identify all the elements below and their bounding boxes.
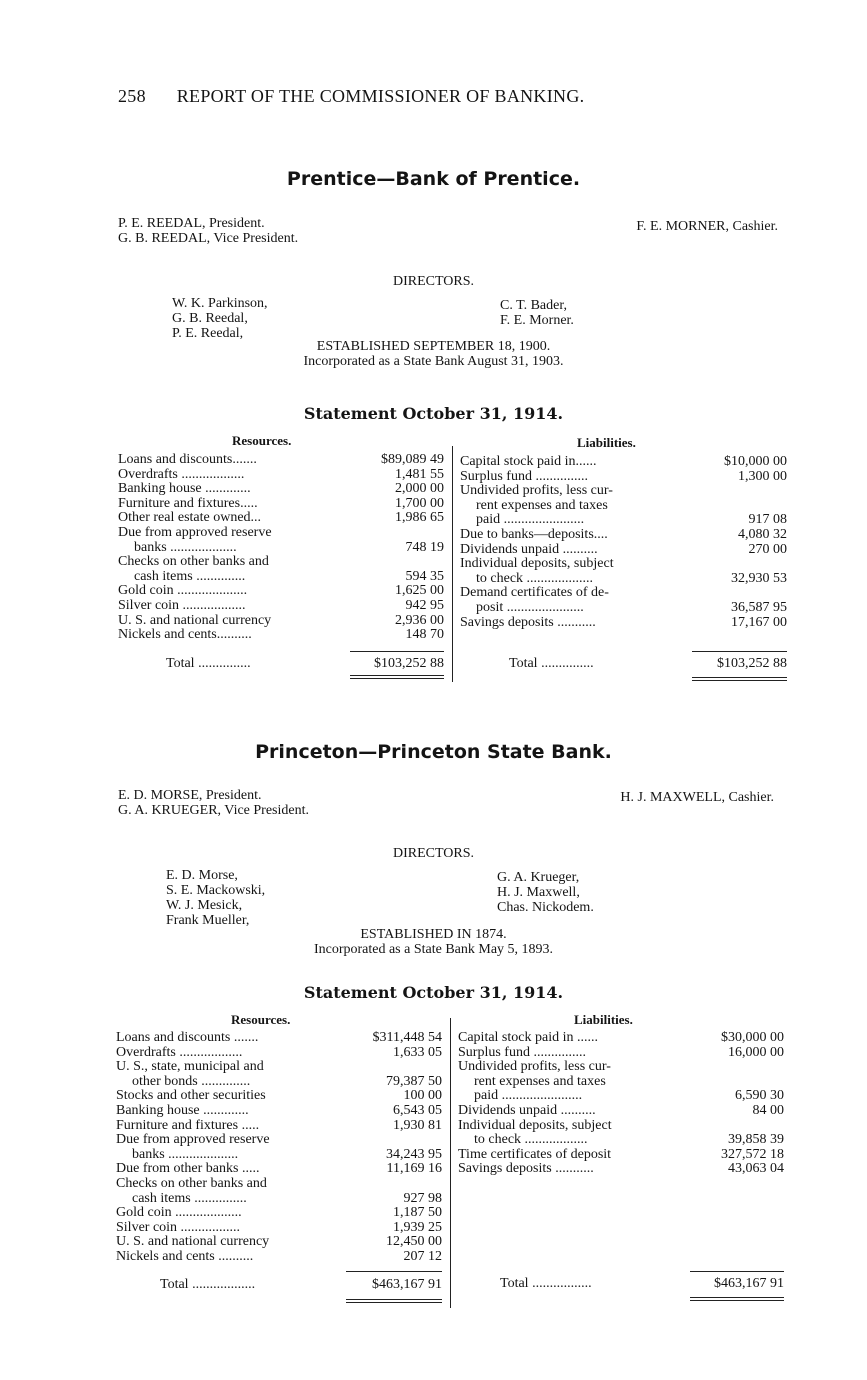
table-row bbox=[116, 1089, 442, 1104]
director: P. E. Reedal, bbox=[172, 326, 244, 341]
row-label: Due to banks—deposits.... bbox=[460, 526, 608, 542]
officers-left bbox=[118, 788, 309, 818]
table-row bbox=[116, 1192, 442, 1207]
table-row bbox=[118, 628, 444, 643]
table-row bbox=[458, 1031, 784, 1046]
table-row bbox=[460, 499, 787, 514]
row-amount: 1,939 25 bbox=[393, 1219, 442, 1235]
row-amount: 1,633 05 bbox=[393, 1044, 442, 1060]
row-label: paid ....................... bbox=[476, 512, 585, 528]
director: H. J. Maxwell, bbox=[497, 885, 580, 900]
row-amount: $311,448 54 bbox=[372, 1030, 442, 1045]
row-label: Due from other banks ..... bbox=[116, 1161, 260, 1177]
rule bbox=[350, 651, 444, 652]
row-label: cash items .............. bbox=[134, 568, 246, 584]
row-label: Silver coin .................. bbox=[118, 597, 246, 613]
table-row bbox=[116, 1119, 442, 1134]
row-amount: 34,243 95 bbox=[386, 1146, 442, 1162]
page-header bbox=[118, 86, 584, 107]
row-label: Time certificates of deposit bbox=[458, 1146, 612, 1162]
table-row bbox=[116, 1177, 442, 1192]
director: Frank Mueller, bbox=[166, 913, 250, 928]
rule bbox=[346, 1271, 442, 1272]
row-label: U. S., state, municipal and bbox=[116, 1059, 264, 1075]
table-row bbox=[458, 1046, 784, 1061]
rule bbox=[350, 678, 444, 679]
row-amount: 1,187 50 bbox=[393, 1205, 442, 1221]
resources-heading: Resources. bbox=[231, 1012, 291, 1027]
vice-president: G. A. KRUEGER, Vice President. bbox=[118, 803, 309, 818]
director: G. A. Krueger, bbox=[497, 870, 580, 885]
table-row bbox=[118, 614, 444, 629]
row-amount: 1,481 55 bbox=[395, 466, 444, 482]
cashier: F. E. MORNER, Cashier. bbox=[636, 219, 778, 234]
resources-total-row bbox=[166, 656, 444, 672]
rule bbox=[690, 1297, 784, 1298]
row-label: Individual deposits, subject bbox=[458, 1117, 612, 1133]
total-label: Total ................. bbox=[500, 1276, 592, 1291]
row-amount: 4,080 32 bbox=[738, 526, 787, 542]
row-label: Capital stock paid in...... bbox=[460, 454, 597, 469]
table-row bbox=[458, 1075, 784, 1090]
table-row bbox=[118, 555, 444, 570]
row-amount: 2,936 00 bbox=[395, 612, 444, 628]
row-label: Overdrafts .................. bbox=[116, 1044, 243, 1060]
rule bbox=[692, 677, 787, 678]
table-row bbox=[118, 599, 444, 614]
row-label: Other real estate owned... bbox=[118, 510, 262, 526]
table-row bbox=[460, 557, 787, 572]
row-label: Individual deposits, subject bbox=[460, 556, 614, 572]
table-row bbox=[458, 1133, 784, 1148]
bank-title: Princeton—Princeton State Bank. bbox=[255, 741, 612, 763]
table-row bbox=[118, 482, 444, 497]
directors-left bbox=[166, 868, 265, 928]
row-amount: 1,700 00 bbox=[395, 495, 444, 511]
row-label: Due from approved reserve bbox=[116, 1132, 270, 1148]
table-row bbox=[460, 470, 787, 485]
table-row bbox=[116, 1250, 442, 1265]
row-label: Checks on other banks and bbox=[116, 1175, 267, 1191]
total-amount: $103,252 88 bbox=[717, 656, 787, 671]
table-row bbox=[118, 584, 444, 599]
row-amount: $89,089 49 bbox=[381, 452, 444, 467]
directors-left bbox=[172, 296, 268, 341]
row-amount: 1,930 81 bbox=[393, 1117, 442, 1133]
page-number: 258 bbox=[118, 86, 146, 106]
row-label: Furniture and fixtures ..... bbox=[116, 1117, 260, 1133]
rule bbox=[346, 1299, 442, 1300]
row-label: Capital stock paid in ...... bbox=[458, 1030, 598, 1045]
table-row bbox=[118, 468, 444, 483]
statement-title: Statement October 31, 1914. bbox=[303, 404, 564, 423]
liabilities-heading: Liabilities. bbox=[574, 1012, 633, 1027]
row-amount: $30,000 00 bbox=[721, 1030, 784, 1045]
rule bbox=[692, 651, 787, 652]
row-label: other bonds .............. bbox=[132, 1073, 251, 1089]
table-row bbox=[116, 1031, 442, 1046]
row-label: Undivided profits, less cur- bbox=[460, 483, 613, 499]
table-row bbox=[116, 1235, 442, 1250]
table-row bbox=[458, 1162, 784, 1177]
incorporated-line: Incorporated as a State Bank May 5, 1893. bbox=[313, 942, 554, 957]
liabilities-total-row bbox=[500, 1276, 784, 1292]
resources-total-row bbox=[160, 1277, 442, 1293]
row-amount: 36,587 95 bbox=[731, 599, 787, 615]
table-row bbox=[116, 1221, 442, 1236]
director: S. E. Mackowski, bbox=[166, 883, 266, 898]
row-amount: 327,572 18 bbox=[721, 1146, 784, 1162]
row-amount: 17,167 00 bbox=[731, 614, 787, 630]
row-amount: 79,387 50 bbox=[386, 1073, 442, 1089]
row-label: Stocks and other securities bbox=[116, 1088, 266, 1104]
table-row bbox=[460, 572, 787, 587]
liabilities-heading: Liabilities. bbox=[577, 435, 636, 450]
table-row bbox=[118, 526, 444, 541]
rule bbox=[692, 680, 787, 681]
row-label: rent expenses and taxes bbox=[474, 1073, 606, 1089]
report-title: REPORT OF THE COMMISSIONER OF BANKING. bbox=[176, 86, 585, 106]
row-amount: 1,300 00 bbox=[738, 468, 787, 484]
table-row bbox=[460, 528, 787, 543]
table-row bbox=[118, 511, 444, 526]
table-row bbox=[118, 453, 444, 468]
row-amount: 148 70 bbox=[405, 627, 444, 643]
row-label: paid ....................... bbox=[474, 1088, 583, 1104]
row-label: Banking house ............. bbox=[118, 481, 251, 497]
row-label: Furniture and fixtures..... bbox=[118, 495, 258, 511]
rule bbox=[346, 1302, 442, 1303]
row-amount: 6,543 05 bbox=[393, 1102, 442, 1118]
total-label: Total .................. bbox=[160, 1277, 256, 1292]
table-row bbox=[460, 455, 787, 470]
cashier: H. J. MAXWELL, Cashier. bbox=[620, 790, 774, 805]
total-label: Total ............... bbox=[166, 656, 251, 671]
row-label: cash items ............... bbox=[132, 1190, 247, 1206]
row-label: Due from approved reserve bbox=[118, 524, 272, 540]
incorporated-line: Incorporated as a State Bank August 31, 1903. bbox=[303, 354, 564, 369]
row-label: Dividends unpaid .......... bbox=[458, 1102, 596, 1118]
row-amount: $10,000 00 bbox=[724, 454, 787, 469]
row-label: to check ................... bbox=[476, 570, 594, 586]
row-amount: 11,169 16 bbox=[386, 1161, 442, 1177]
column-divider bbox=[452, 446, 453, 682]
table-row bbox=[460, 513, 787, 528]
table-row bbox=[458, 1089, 784, 1104]
row-amount: 1,986 65 bbox=[395, 510, 444, 526]
row-label: banks ................... bbox=[134, 539, 237, 555]
row-label: Demand certificates of de- bbox=[460, 585, 609, 601]
row-label: Undivided profits, less cur- bbox=[458, 1059, 611, 1075]
president: E. D. MORSE, President. bbox=[118, 788, 262, 803]
row-amount: 100 00 bbox=[403, 1088, 442, 1104]
director: W. J. Mesick, bbox=[166, 898, 243, 913]
table-row bbox=[460, 543, 787, 558]
rule bbox=[350, 675, 444, 676]
statement-title: Statement October 31, 1914. bbox=[303, 983, 564, 1002]
row-label: Loans and discounts....... bbox=[118, 452, 257, 467]
row-amount: 748 19 bbox=[405, 539, 444, 555]
row-label: Gold coin ................... bbox=[116, 1205, 242, 1221]
row-label: Surplus fund ............... bbox=[458, 1044, 586, 1060]
row-label: Savings deposits ........... bbox=[460, 614, 596, 630]
bank-title: Prentice—Bank of Prentice. bbox=[286, 168, 581, 190]
director: W. K. Parkinson, bbox=[172, 296, 268, 311]
table-row bbox=[116, 1206, 442, 1221]
directors-right bbox=[497, 870, 594, 915]
established-line: ESTABLISHED SEPTEMBER 18, 1900. bbox=[316, 339, 551, 354]
director: F. E. Morner. bbox=[500, 313, 574, 328]
row-amount: 84 00 bbox=[752, 1102, 784, 1118]
vice-president: G. B. REEDAL, Vice President. bbox=[118, 231, 299, 246]
directors-label: DIRECTORS. bbox=[392, 274, 475, 289]
row-amount: 917 08 bbox=[748, 512, 787, 528]
row-label: to check .................. bbox=[474, 1132, 588, 1148]
row-amount: 207 12 bbox=[403, 1248, 442, 1264]
row-label: Dividends unpaid .......... bbox=[460, 541, 598, 557]
total-amount: $463,167 91 bbox=[372, 1277, 442, 1292]
row-label: Loans and discounts ....... bbox=[116, 1030, 259, 1045]
table-row bbox=[116, 1060, 442, 1075]
row-label: Nickels and cents.......... bbox=[118, 627, 252, 643]
resources-table bbox=[118, 453, 444, 643]
director: E. D. Morse, bbox=[166, 868, 238, 883]
liabilities-table bbox=[460, 455, 787, 630]
rule bbox=[690, 1300, 784, 1301]
table-row bbox=[458, 1119, 784, 1134]
row-amount: 43,063 04 bbox=[728, 1161, 784, 1177]
row-amount: 2,000 00 bbox=[395, 481, 444, 497]
table-row bbox=[458, 1060, 784, 1075]
row-amount: 270 00 bbox=[748, 541, 787, 557]
table-row bbox=[116, 1148, 442, 1163]
row-amount: 942 95 bbox=[405, 597, 444, 613]
table-row bbox=[116, 1046, 442, 1061]
table-row bbox=[458, 1104, 784, 1119]
rule bbox=[690, 1271, 784, 1272]
table-row bbox=[116, 1104, 442, 1119]
row-label: Overdrafts .................. bbox=[118, 466, 245, 482]
liabilities-total-row bbox=[509, 656, 787, 672]
resources-table bbox=[116, 1031, 442, 1265]
row-amount: 594 35 bbox=[405, 568, 444, 584]
officers-left bbox=[118, 216, 298, 246]
row-amount: 6,590 30 bbox=[735, 1088, 784, 1104]
column-divider bbox=[450, 1018, 451, 1308]
row-label: U. S. and national currency bbox=[118, 612, 272, 628]
total-amount: $463,167 91 bbox=[714, 1276, 784, 1291]
director: Chas. Nickodem. bbox=[497, 900, 594, 915]
row-amount: 16,000 00 bbox=[728, 1044, 784, 1060]
table-row bbox=[116, 1075, 442, 1090]
row-amount: 927 98 bbox=[403, 1190, 442, 1206]
total-label: Total ............... bbox=[509, 656, 594, 671]
row-amount: 32,930 53 bbox=[731, 570, 787, 586]
president: P. E. REEDAL, President. bbox=[118, 216, 265, 231]
table-row bbox=[116, 1133, 442, 1148]
table-row bbox=[460, 601, 787, 616]
row-label: banks .................... bbox=[132, 1146, 239, 1162]
table-row bbox=[460, 616, 787, 631]
row-label: Silver coin ................. bbox=[116, 1219, 241, 1235]
table-row bbox=[118, 570, 444, 585]
director: C. T. Bader, bbox=[500, 298, 567, 313]
row-amount: 12,450 00 bbox=[386, 1234, 442, 1250]
total-amount: $103,252 88 bbox=[374, 656, 444, 671]
director: G. B. Reedal, bbox=[172, 311, 248, 326]
resources-heading: Resources. bbox=[232, 433, 292, 448]
row-label: U. S. and national currency bbox=[116, 1234, 270, 1250]
directors-right bbox=[500, 298, 574, 328]
row-label: Gold coin .................... bbox=[118, 583, 248, 599]
row-label: Nickels and cents .......... bbox=[116, 1248, 254, 1264]
row-label: rent expenses and taxes bbox=[476, 497, 608, 513]
row-label: Checks on other banks and bbox=[118, 554, 269, 570]
table-row bbox=[116, 1162, 442, 1177]
row-amount: 39,858 39 bbox=[728, 1132, 784, 1148]
row-amount: 1,625 00 bbox=[395, 583, 444, 599]
directors-label: DIRECTORS. bbox=[392, 846, 475, 861]
table-row bbox=[118, 541, 444, 556]
row-label: Savings deposits ........... bbox=[458, 1161, 594, 1177]
row-label: posit ...................... bbox=[476, 599, 584, 615]
liabilities-table bbox=[458, 1031, 784, 1177]
table-row bbox=[458, 1148, 784, 1163]
table-row bbox=[460, 586, 787, 601]
row-label: Banking house ............. bbox=[116, 1102, 249, 1118]
established-line: ESTABLISHED IN 1874. bbox=[360, 927, 507, 942]
table-row bbox=[118, 497, 444, 512]
table-row bbox=[460, 484, 787, 499]
row-label: Surplus fund ............... bbox=[460, 468, 588, 484]
